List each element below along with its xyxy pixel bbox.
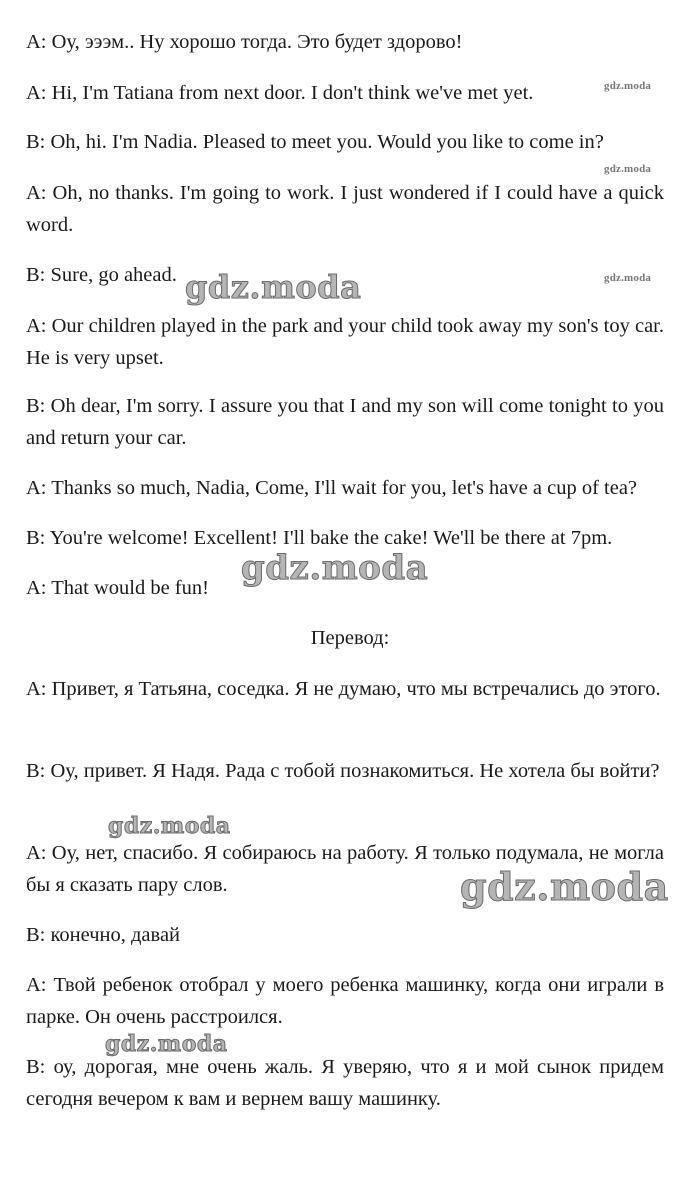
dialogue-line: A: Hi, I'm Tatiana from next door. I don't think we've met yet. — [26, 82, 534, 104]
watermark-large: gdz.moda — [185, 268, 362, 306]
translation-line: B: Оу, привет. Я Надя. Рада с тобой познакомиться. Не хотела бы войти? — [26, 760, 660, 782]
watermark-large: gdz.moda — [108, 813, 231, 839]
dialogue-line: A: Our children played in the park and your child took away my son's toy car. He is very upset. — [26, 315, 664, 369]
watermark-large: gdz.moda — [105, 1031, 228, 1057]
translation-line: B: конечно, давай — [26, 924, 181, 946]
watermark-large: gdz.moda — [241, 548, 429, 588]
dialogue-line: A: Thanks so much, Nadia, Come, I'll wait for you, let's have a cup of tea? — [26, 477, 638, 499]
translation-line: B: оу, дорогая, мне очень жаль. Я уверяю, что я и мой сынок придем сегодня вечером к вам и вернем вашу машинку. — [26, 1056, 664, 1110]
dialogue-line: B: Sure, go ahead. — [26, 264, 177, 286]
watermark-small: gdz.moda — [604, 163, 652, 175]
watermark-small: gdz.moda — [604, 272, 652, 284]
translation-heading: Перевод: — [310, 627, 390, 649]
dialogue-line: B: Oh, hi. I'm Nadia. Pleased to meet you. Would you like to come in? — [26, 131, 604, 153]
dialogue-line: A: Оу, эээм.. Ну хорошо тогда. Это будет здорово! — [26, 31, 463, 53]
watermark-small: gdz.moda — [604, 80, 652, 92]
dialogue-line: B: Oh dear, I'm sorry. I assure you that I and my son will come tonight to you and return your car. — [26, 395, 664, 449]
translation-line: A: Твой ребенок отобрал у моего ребенка машинку, когда они играли в парке. Он очень расстроился. — [26, 974, 664, 1028]
dialogue-line: B: You're welcome! Excellent! I'll bake the cake! We'll be there at 7pm. — [26, 527, 613, 549]
dialogue-line: A: That would be fun! — [26, 577, 209, 599]
translation-line: A: Привет, я Татьяна, соседка. Я не думаю, что мы встречались до этого. — [26, 678, 661, 700]
dialogue-line: A: Oh, no thanks. I'm going to work. I just wondered if I could have a quick word. — [26, 182, 664, 236]
translation-line: A: Оу, нет, спасибо. Я собираюсь на работу. Я только подумала, не могла бы я сказать пару слов. — [26, 842, 664, 896]
watermark-large: gdz.moda — [460, 864, 669, 909]
